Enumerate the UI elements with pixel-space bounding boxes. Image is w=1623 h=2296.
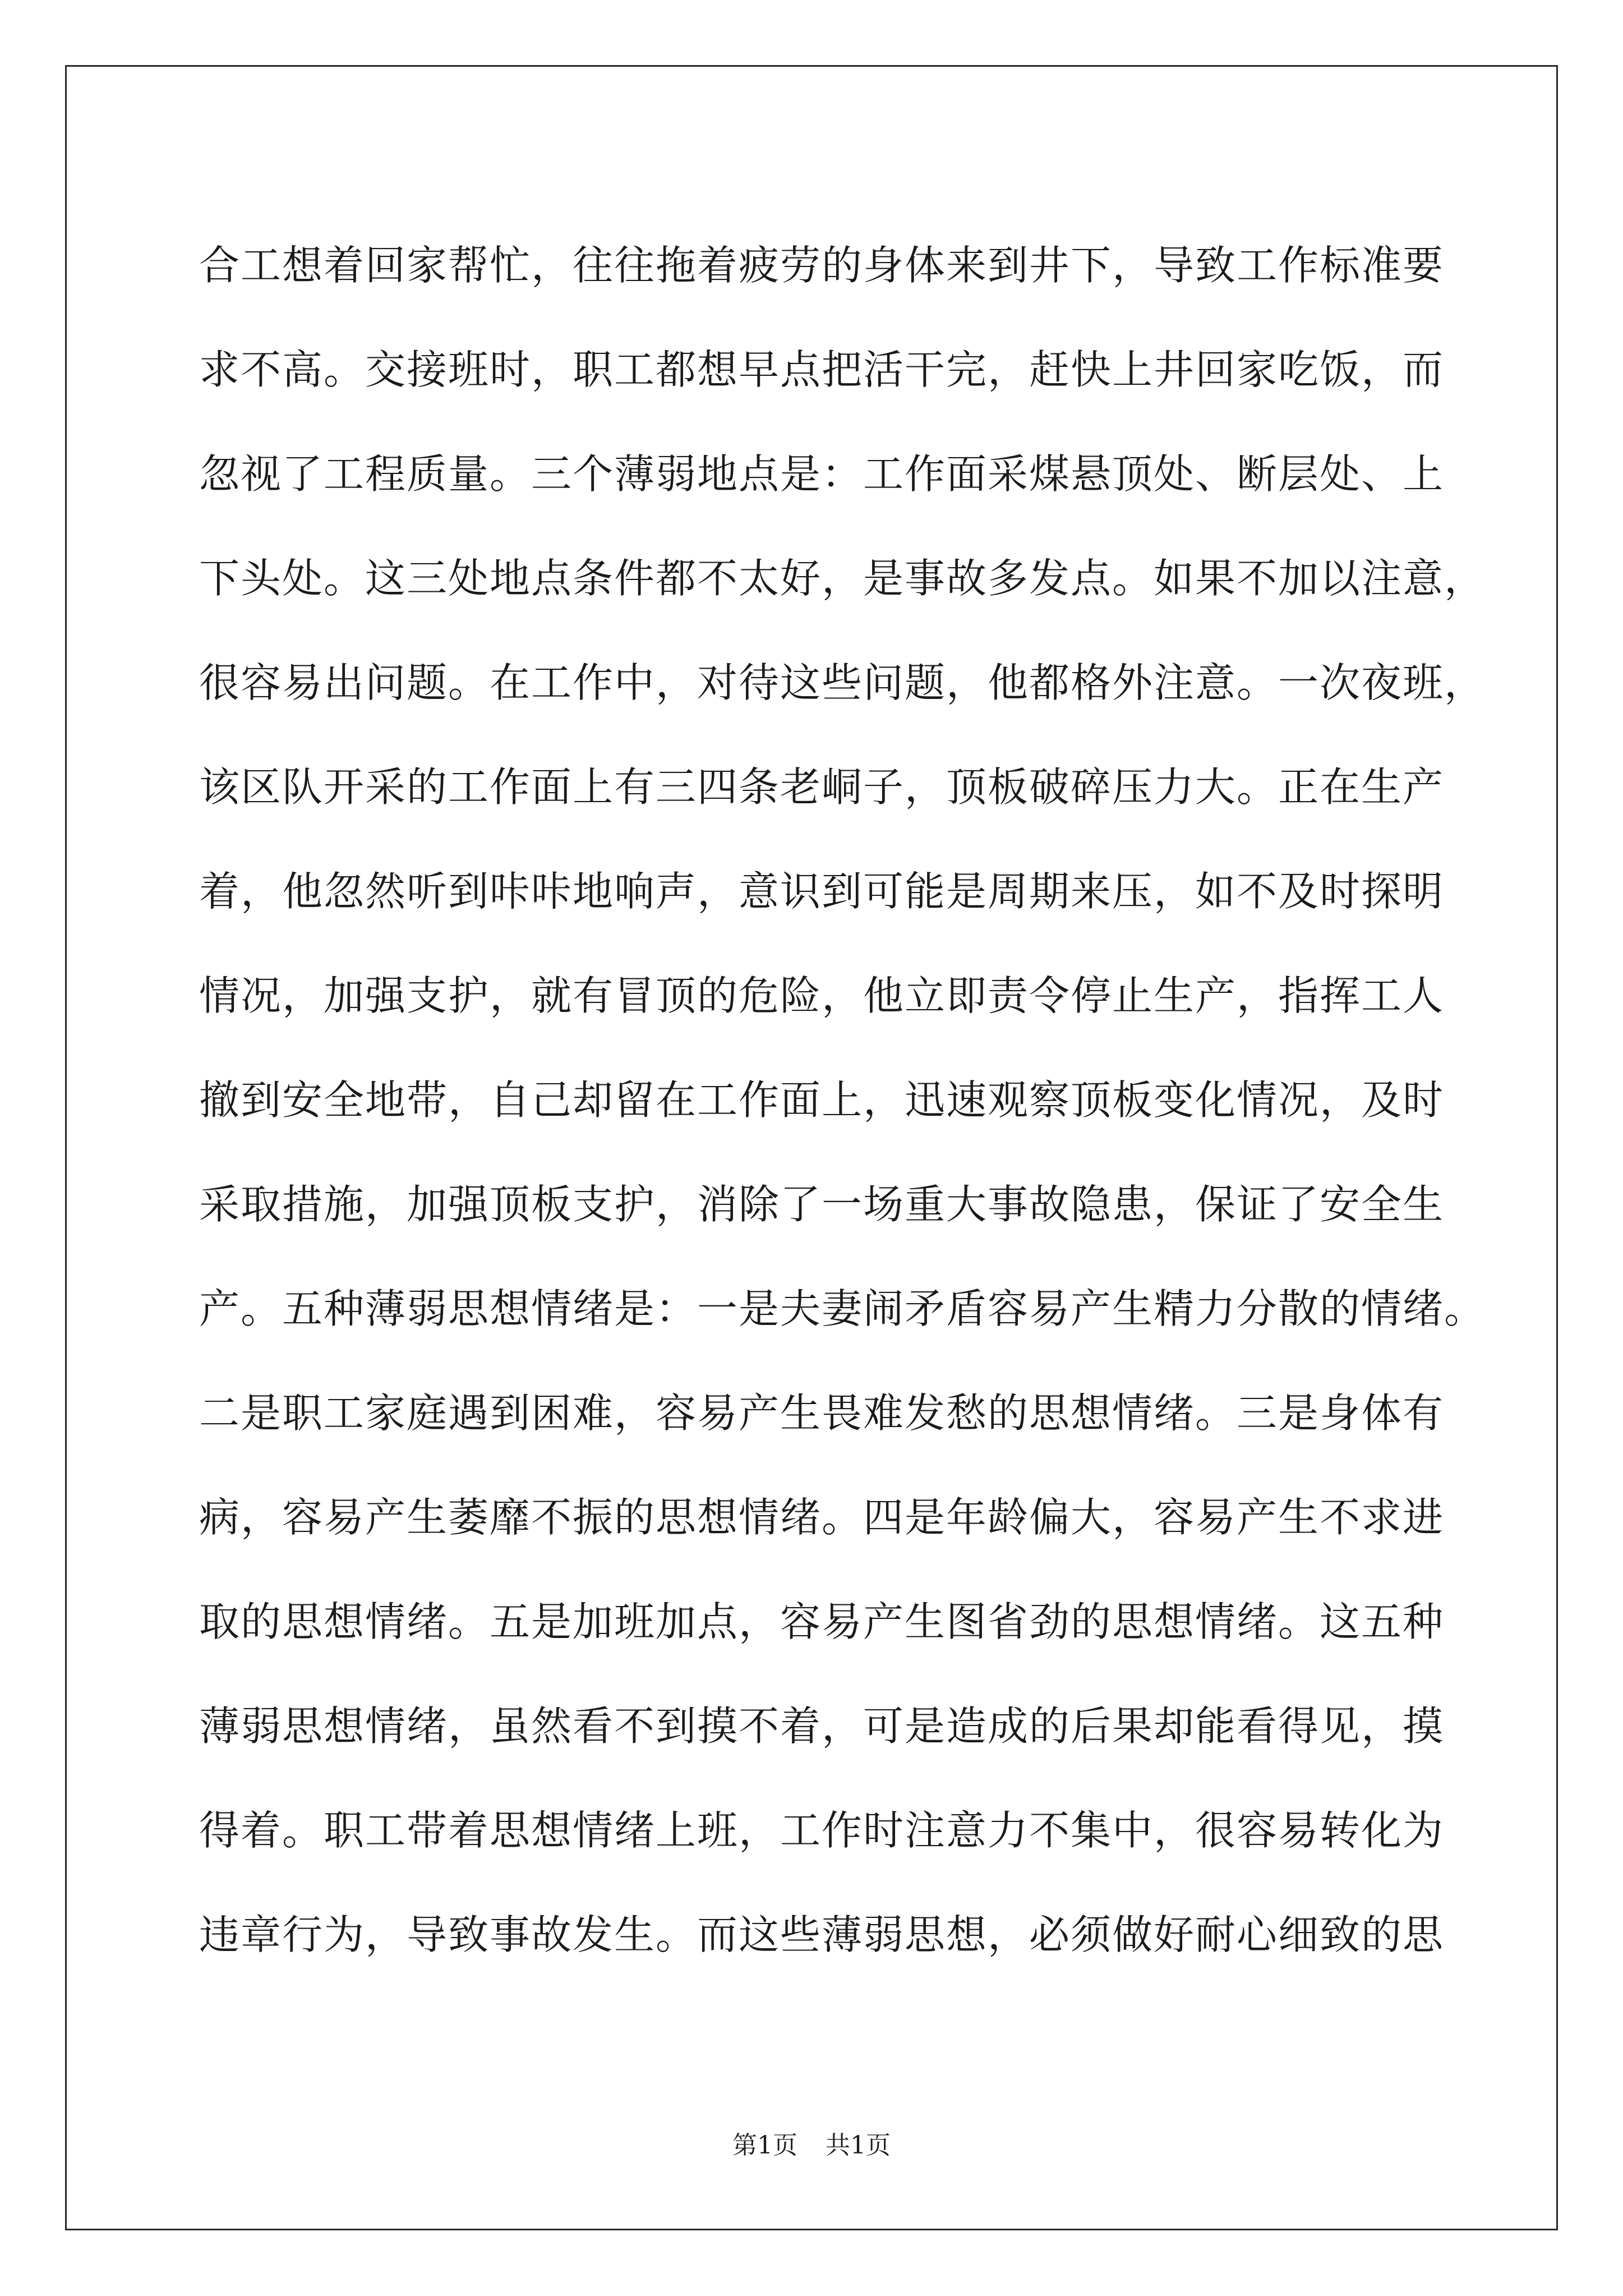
page-number: 第1页 <box>732 2131 797 2160</box>
text-line: 很容易出问题。在工作中，对待这些问题，他都格外注意。一次夜班， <box>199 659 1486 706</box>
text-line: 合工想着回家帮忙，往往拖着疲劳的身体来到井下，导致工作标准要 <box>199 242 1445 289</box>
document-body <box>199 213 1486 1987</box>
text-line: 撤到安全地带，自己却留在工作面上，迅速观察顶板变化情况，及时 <box>199 1076 1445 1124</box>
text-line: 二是职工家庭遇到困难，容易产生畏难发愁的思想情绪。三是身体有 <box>199 1389 1445 1437</box>
text-line: 违章行为，导致事故发生。而这些薄弱思想，必须做好耐心细致的思 <box>199 1911 1445 1958</box>
text-line: 薄弱思想情绪，虽然看不到摸不着，可是造成的后果却能看得见，摸 <box>199 1703 1445 1750</box>
text-line: 该区队开采的工作面上有三四条老峒子，顶板破碎压力大。正在生产 <box>199 763 1445 811</box>
text-line: 下头处。这三处地点条件都不太好，是事故多发点。如果不加以注意， <box>199 555 1486 602</box>
text-line: 忽视了工程质量。三个薄弱地点是：工作面采煤悬顶处、断层处、上 <box>199 450 1445 498</box>
page-total: 共1页 <box>826 2131 891 2160</box>
text-line: 情况，加强支护，就有冒顶的危险，他立即责令停止生产，指挥工人 <box>199 972 1445 1019</box>
text-line: 病，容易产生萎靡不振的思想情绪。四是年龄偏大，容易产生不求进 <box>199 1494 1445 1541</box>
text-line: 取的思想情绪。五是加班加点，容易产生图省劲的思想情绪。这五种 <box>199 1598 1445 1645</box>
text-line: 得着。职工带着思想情绪上班，工作时注意力不集中，很容易转化为 <box>199 1807 1445 1854</box>
page-footer <box>0 2129 1623 2162</box>
text-line: 求不高。交接班时，职工都想早点把活干完，赶快上井回家吃饭，而 <box>199 346 1445 393</box>
text-line: 产。五种薄弱思想情绪是：一是夫妻闹矛盾容易产生精力分散的情绪。 <box>199 1285 1486 1332</box>
text-line: 采取措施，加强顶板支护，消除了一场重大事故隐患，保证了安全生 <box>199 1181 1445 1228</box>
text-line: 着，他忽然听到咔咔地响声，意识到可能是周期来压，如不及时探明 <box>199 868 1445 915</box>
